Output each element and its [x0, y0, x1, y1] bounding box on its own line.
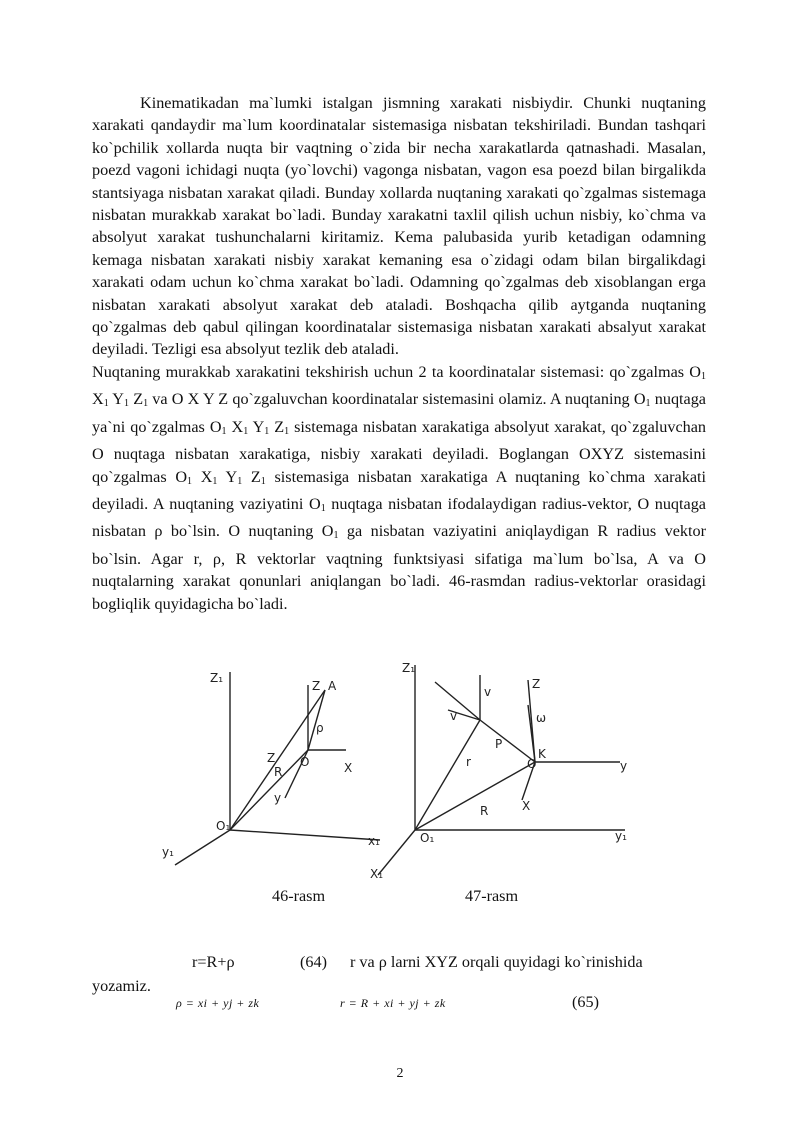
figure-47: [378, 665, 628, 875]
equation-64-text: r va ρ larni XYZ orqali quyidagi ko`rinishida: [350, 953, 643, 971]
svg-text:O: O: [300, 755, 310, 769]
caption-47: 47-rasm: [465, 887, 519, 905]
svg-text:Z: Z: [532, 677, 541, 691]
svg-text:ω: ω: [536, 711, 547, 725]
equation-65-number: (65): [572, 993, 599, 1011]
svg-text:Z₁: Z₁: [210, 671, 224, 685]
svg-text:Z: Z: [267, 751, 276, 765]
svg-text:A: A: [328, 679, 337, 693]
paragraph-1: Kinematikadan ma`lumki istalgan jismning xarakati nisbiydir. Chunki nuqtaning xarakati qandaydir ma`lum koordinatalar sistemasiga nisbatan tekshiriladi. Bundan tashqari ko`pchilik xollarda nuqta bir vaqtning o`zida bir necha xarakatlarda qatnashadi. Masalan, poezd vagoni ichidagi nuqta (yo`lovchi) vagonga nisbatan, vagon esa poezd bilan birgalikda stantsiyaga nisbatan xarakat qiladi. Bunday xollarda nuqtaning xarakati qo`zgalmas sistemaga nisbatan murakkab xarakat bo`ladi. Bunday xarakatni taxlil qilish uchun nisbiy, ko`chma va absolyut xarakat tushunchalarni kiritamiz. Kema palubasida yurib ketadigan odamning kemaga nisbatan xarakati nisbiy xarakat kemaning esa o`zidagi odam bilan birgalikdagi xarakati odam uchun ko`chma xarakat bo`ladi. Odamning qo`zgalmas deb xisoblangan erga nisbatan xarakati absolyut xarakat deb ataladi. Boshqacha qilib aytganda nuqtaning qo`zgalmas deb qabul qilingan koordinatalar sistemasiga nisbatan xarakati absalyut xarakat deyiladi. Tezligi esa absolyut tezlik deb ataladi.: [92, 94, 706, 359]
caption-46: 46-rasm: [272, 887, 326, 905]
svg-text:O₁: O₁: [420, 831, 435, 845]
equation-64-number: (64): [300, 953, 327, 971]
formula-rho: ρ = xi + yj + zk: [176, 996, 260, 1010]
equation-64: r=R+ρ: [192, 953, 235, 971]
svg-text:y: y: [274, 791, 282, 805]
svg-text:P: P: [495, 737, 503, 751]
body-text: [92, 92, 706, 615]
svg-text:R: R: [274, 765, 283, 779]
figures: [150, 650, 670, 890]
svg-text:y: y: [620, 759, 628, 773]
svg-text:R: R: [480, 804, 489, 818]
svg-text:x₁: x₁: [368, 834, 380, 848]
svg-text:X: X: [522, 799, 531, 813]
svg-text:O: O: [527, 757, 537, 771]
svg-text:X: X: [344, 761, 353, 775]
svg-text:v: v: [450, 709, 458, 723]
svg-text:y₁: y₁: [162, 845, 174, 859]
equation-64-text-2: yozamiz.: [92, 977, 151, 995]
formula-r: r = R + xi + yj + zk: [340, 996, 446, 1010]
svg-text:v: v: [484, 685, 492, 699]
svg-text:Z₁: Z₁: [402, 661, 416, 675]
svg-text:r: r: [466, 755, 471, 769]
page-number: 2: [396, 1066, 404, 1081]
svg-text:y₁: y₁: [615, 829, 627, 843]
svg-text:X₁: X₁: [370, 867, 384, 881]
svg-text:K: K: [538, 747, 546, 761]
svg-text:Z: Z: [312, 679, 321, 693]
svg-text:ρ: ρ: [316, 721, 324, 735]
paragraph-2: Nuqtaning murakkab xarakatini tekshirish uchun 2 ta koordinatalar sistemasi: qo`zgalmas $O_1$ $X_1$ $Y_1$ $Z_1$ va O X Y Z qo`zgaluvchan koordinatalar sistemasini olamiz. A nuqtaning $O_1$ nuqtaga ya`ni qo`zgalmas $O_1$ $X_1$ $Y_1$ $Z_1$ sistemaga nisbatan xarakatiga absolyut xarakat, qo`zgaluvchan O nuqtaga nisbatan xarakatiga, nisbiy xarakati deyiladi. Boglangan OXYZ sistemasini qo`zgalmas $O_1$ $X_1$ $Y_1$ $Z_1$ sistemasiga nisbatan xarakatiga A nuqtaning ko`chma xarakati deyiladi. A nuqtaning vaziyatini $O_1$ nuqtaga nisbatan ifodalaydigan radius-vektor, O nuqtaga nisbatan ρ bo`lsin. O nuqtaning $O_1$ ga nisbatan vaziyatini aniqlaydigan R radius vektor bo`lsin. Agar r, ρ, R vektorlar vaqtning funktsiyasi sifatiga ma`lum bo`lsa, A va O nuqtalarning xarakat qonunlari aniqlangan bo`ladi. 46-rasmdan radius-vektorlar orasidagi bogliqlik quyidagicha bo`ladi.: [92, 362, 707, 613]
svg-text:O₁: O₁: [216, 819, 231, 833]
